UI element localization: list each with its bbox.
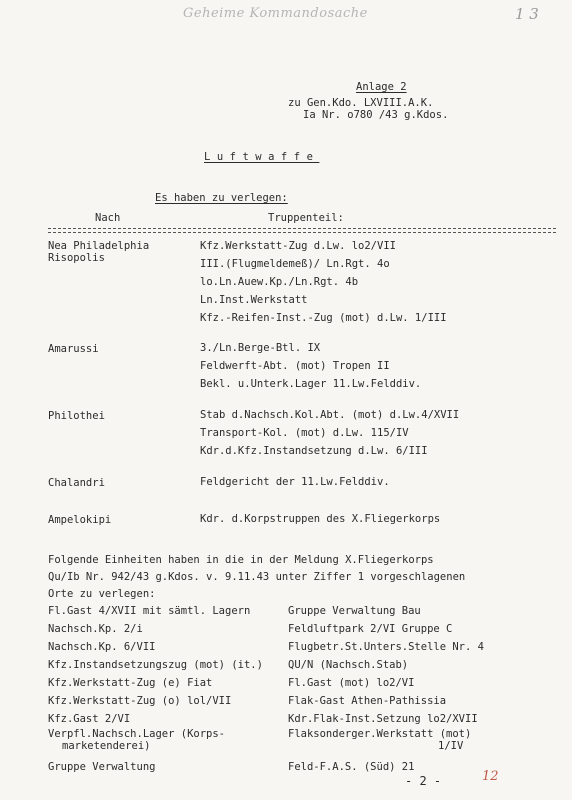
annex-label: Anlage 2: [356, 81, 407, 93]
intro-text: Es haben zu verlegen:: [155, 192, 288, 204]
unit-entry: Ln.Inst.Werkstatt: [200, 294, 308, 306]
units-amarussi: [200, 339, 421, 393]
place-nea-philadelphia: [48, 240, 149, 264]
place-line: Risopolis: [48, 252, 105, 264]
unit-entry: Stab d.Nachsch.Kol.Abt. (mot) d.Lw.4/XVII: [200, 409, 460, 421]
list-item-line: Verpfl.Nachsch.Lager (Korps-: [48, 728, 226, 740]
place-line: Philothei: [48, 410, 105, 422]
place-amarussi: [48, 343, 99, 355]
list-item: Kfz.Instandsetzungszug (mot) (it.): [48, 659, 263, 671]
list-item: Nachsch.Kp. 6/VII: [48, 641, 156, 653]
relocation-paragraph: [48, 552, 465, 603]
unit-entry: Transport-Kol. (mot) d.Lw. 115/IV: [200, 427, 409, 439]
place-line: Nea Philadelphia: [48, 240, 150, 252]
paragraph-line: Orte zu verlegen:: [48, 588, 156, 600]
unit-entry: Kfz.-Reifen-Inst.-Zug (mot) d.Lw. 1/III: [200, 312, 447, 324]
pencil-page-number: 12: [482, 769, 499, 784]
list-item: Fl.Gast 4/XVII mit sämtl. Lagern: [48, 605, 251, 617]
list-item: Kfz.Werkstatt-Zug (e) Fiat: [48, 677, 213, 689]
section-title: Luftwaffe: [204, 151, 320, 163]
list-item: Gruppe Verwaltung Bau: [288, 605, 421, 617]
place-line: Ampelokipi: [48, 514, 112, 526]
list-item: Flugbetr.St.Unters.Stelle Nr. 4: [288, 641, 484, 653]
list-item: Kfz.Werkstatt-Zug (o) lol/VII: [48, 695, 232, 707]
unit-entry: Kfz.Werkstatt-Zug d.Lw. lo2/VII: [200, 240, 396, 252]
place-philothei: [48, 410, 105, 422]
unit-entry: Kdr. d.Korpstruppen des X.Fliegerkorps: [200, 513, 441, 525]
unit-entry: Bekl. u.Unterk.Lager 11.Lw.Felddiv.: [200, 378, 422, 390]
list-item: Flak-Gast Athen-Pathissia: [288, 695, 447, 707]
reference-line-2: Ia Nr. o780 /43 g.Kdos.: [303, 109, 449, 121]
paragraph-line: Qu/Ib Nr. 942/43 g.Kdos. v. 9.11.43 unter Ziffer 1 vorgeschlagenen: [48, 571, 466, 583]
list-item: [288, 728, 484, 758]
table-divider: [48, 232, 556, 233]
unit-entry: lo.Ln.Auew.Kp./Ln.Rgt. 4b: [200, 276, 359, 288]
place-line: Chalandri: [48, 477, 105, 489]
units-nea-philadelphia: [200, 237, 447, 327]
pencil-annotation: 1 3: [515, 5, 539, 23]
unit-list-right: [288, 602, 484, 776]
table-divider: [48, 228, 556, 229]
unit-entry: Feldwerft-Abt. (mot) Tropen II: [200, 360, 390, 372]
list-item: Feldluftpark 2/VI Gruppe C: [288, 623, 453, 635]
column-header-nach: Nach: [95, 212, 121, 224]
list-item: Kfz.Gast 2/VI: [48, 713, 131, 725]
reference-line-1: zu Gen.Kdo. LXVIII.A.K.: [288, 97, 434, 109]
list-item: Kdr.Flak-Inst.Setzung lo2/XVII: [288, 713, 478, 725]
unit-entry: Feldgericht der 11.Lw.Felddiv.: [200, 476, 390, 488]
units-ampelokipi: [200, 510, 440, 528]
column-header-truppenteil: Truppenteil:: [268, 212, 344, 224]
list-item: QU/N (Nachsch.Stab): [288, 659, 409, 671]
list-item: Fl.Gast (mot) lo2/VI: [288, 677, 415, 689]
units-chalandri: [200, 473, 390, 491]
unit-list-left: [48, 602, 263, 776]
unit-entry: III.(Flugmeldemeß)/ Ln.Rgt. 4o: [200, 258, 390, 270]
list-item: [48, 728, 263, 758]
list-item-line: Flaksonderger.Werkstatt (mot): [288, 728, 472, 740]
units-philothei: [200, 406, 459, 460]
place-line: Amarussi: [48, 343, 99, 355]
unit-entry: Kdr.d.Kfz.Instandsetzung d.Lw. 6/III: [200, 445, 428, 457]
list-item-line: 1/IV: [438, 740, 464, 752]
unit-entry: 3./Ln.Berge-Btl. IX: [200, 342, 321, 354]
place-ampelokipi: [48, 514, 111, 526]
paragraph-line: Folgende Einheiten haben in die in der Meldung X.Fliegerkorps: [48, 554, 434, 566]
page-number: - 2 -: [405, 774, 442, 788]
list-item: Feld-F.A.S. (Süd) 21: [288, 761, 415, 773]
secret-stamp: Geheime Kommandosache: [183, 6, 368, 21]
place-chalandri: [48, 477, 105, 489]
list-item: Nachsch.Kp. 2/i: [48, 623, 143, 635]
list-item-line: marketenderei): [62, 740, 151, 752]
list-item: Gruppe Verwaltung: [48, 761, 156, 773]
